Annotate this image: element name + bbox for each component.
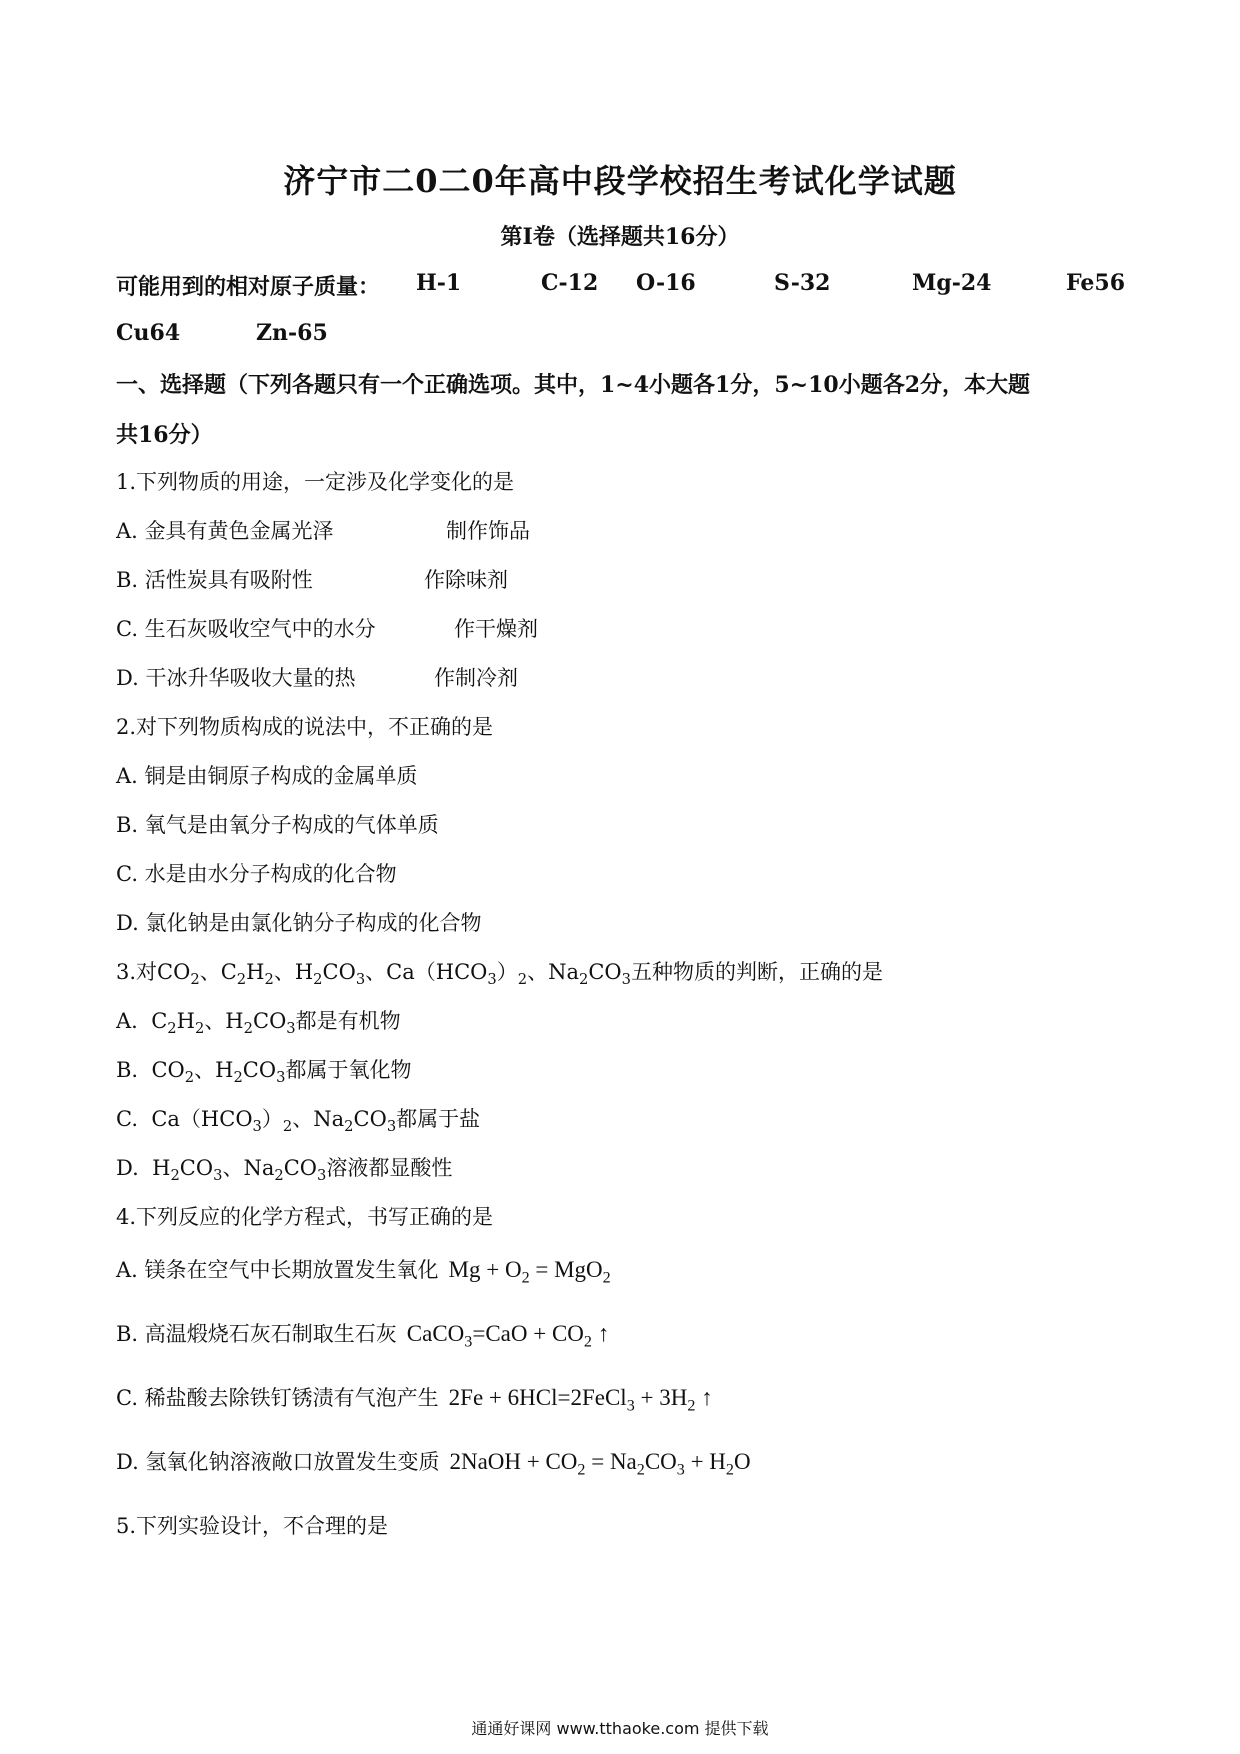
q4-a-equation: $Mg + O_2 = MgO_2$ bbox=[448, 1257, 611, 1287]
q3-stem-pre: 3.对 bbox=[116, 960, 158, 984]
page-title: 济宁市二0二0年高中段学校招生考试化学试题 bbox=[283, 162, 957, 200]
q4-option-b bbox=[116, 1318, 609, 1352]
section-subtitle: 第I卷（选择题共16分） bbox=[500, 224, 740, 250]
mass-cu: Cu64 bbox=[116, 320, 181, 346]
q3-a-post: 都是有机物 bbox=[295, 1009, 401, 1033]
q4-b-equation: CaCO$_3$=CaO + $CO_2$ ↑ bbox=[406, 1321, 610, 1351]
q3-stem-post: 五种物质的判断，正确的是 bbox=[631, 960, 883, 984]
section-heading-line-2: 共16分） bbox=[116, 422, 213, 448]
q4-option-c bbox=[116, 1382, 713, 1416]
q4-stem: 4.下列反应的化学方程式，书写正确的是 bbox=[116, 1205, 494, 1229]
q3-b-post: 都属于氧化物 bbox=[285, 1058, 412, 1082]
q4-option-a bbox=[116, 1254, 611, 1288]
q1-a-use: 制作饰品 bbox=[446, 519, 530, 543]
q2-stem: 2.对下列物质构成的说法中，不正确的是 bbox=[116, 715, 494, 739]
q1-d-use: 作制冷剂 bbox=[434, 666, 518, 690]
mass-mg: Mg-24 bbox=[912, 270, 992, 296]
q4-option-d bbox=[116, 1446, 751, 1480]
q1-option-b bbox=[116, 564, 716, 594]
q4-d-text: D. 氢氧化钠溶液敞口放置发生变质 bbox=[116, 1450, 440, 1474]
q1-stem: 1.下列物质的用途，一定涉及化学变化的是 bbox=[116, 470, 515, 494]
q1-a-text: A. 金具有黄色金属光泽 bbox=[116, 519, 334, 543]
mass-o: O-16 bbox=[636, 270, 696, 296]
mass-c: C-12 bbox=[541, 270, 599, 296]
q1-option-d bbox=[116, 662, 716, 692]
q5-stem: 5.下列实验设计，不合理的是 bbox=[116, 1514, 389, 1538]
q1-b-text: B. 活性炭具有吸附性 bbox=[116, 568, 313, 592]
q2-option-b: B. 氧气是由氧分子构成的气体单质 bbox=[116, 813, 439, 837]
q3-option-d: D. $H_2CO_3$、$Na_2CO_3$溶液都显酸性 bbox=[116, 1156, 453, 1185]
q3-d-post: 溶液都显酸性 bbox=[326, 1156, 453, 1180]
q2-option-a: A. 铜是由铜原子构成的金属单质 bbox=[116, 764, 418, 788]
section-heading-line-1: 一、选择题（下列各题只有一个正确选项。其中，1~4小题各1分，5~10小题各2分，本大题 bbox=[116, 372, 1031, 398]
mass-fe: Fe56 bbox=[1066, 270, 1126, 296]
q1-c-text: C. 生石灰吸收空气中的水分 bbox=[116, 617, 376, 641]
q1-b-use: 作除味剂 bbox=[424, 568, 508, 592]
q3-option-a: A. $C_2H_2$、$H_2CO_3$都是有机物 bbox=[116, 1009, 401, 1038]
atomic-mass-label: 可能用到的相对原子质量： bbox=[116, 274, 381, 300]
mass-h: H-1 bbox=[416, 270, 462, 296]
q2-option-c: C. 水是由水分子构成的化合物 bbox=[116, 862, 397, 886]
q4-c-text: C. 稀盐酸去除铁钉锈渍有气泡产生 bbox=[116, 1386, 439, 1410]
mass-zn: Zn-65 bbox=[256, 320, 328, 346]
q4-a-text: A. 镁条在空气中长期放置发生氧化 bbox=[116, 1258, 439, 1282]
q3-option-b: B. $CO_2$、$H_2CO_3$都属于氧化物 bbox=[116, 1058, 412, 1087]
page-footer: 通通好课网 www.tthaoke.com 提供下载 bbox=[471, 1719, 769, 1738]
q1-c-use: 作干燥剂 bbox=[454, 617, 538, 641]
q3-option-c: C. $Ca(HCO_3)_2$、$Na_2CO_3$都属于盐 bbox=[116, 1107, 481, 1136]
q3-c-post: 都属于盐 bbox=[396, 1107, 481, 1131]
q4-c-equation: 2Fe + 6HCl=2FeCl$_3$ + $3H_2$ ↑ bbox=[448, 1385, 713, 1415]
q3-stem: 3.对$CO_2$、$C_2H_2$、$H_2CO_3$、$Ca(HCO_3)_2$、$Na_2CO_3$五种物质的判断，正确的是 bbox=[116, 960, 883, 989]
q4-b-text: B. 高温煅烧石灰石制取生石灰 bbox=[116, 1322, 397, 1346]
q4-d-equation: 2NaOH + $CO_2 = Na_2CO_3 + H_2O$ bbox=[449, 1449, 751, 1479]
q1-option-a bbox=[116, 515, 716, 545]
mass-s: S-32 bbox=[774, 270, 831, 296]
q2-option-d: D. 氯化钠是由氯化钠分子构成的化合物 bbox=[116, 911, 482, 935]
q1-option-c bbox=[116, 613, 716, 643]
q1-d-text: D. 干冰升华吸收大量的热 bbox=[116, 666, 356, 690]
